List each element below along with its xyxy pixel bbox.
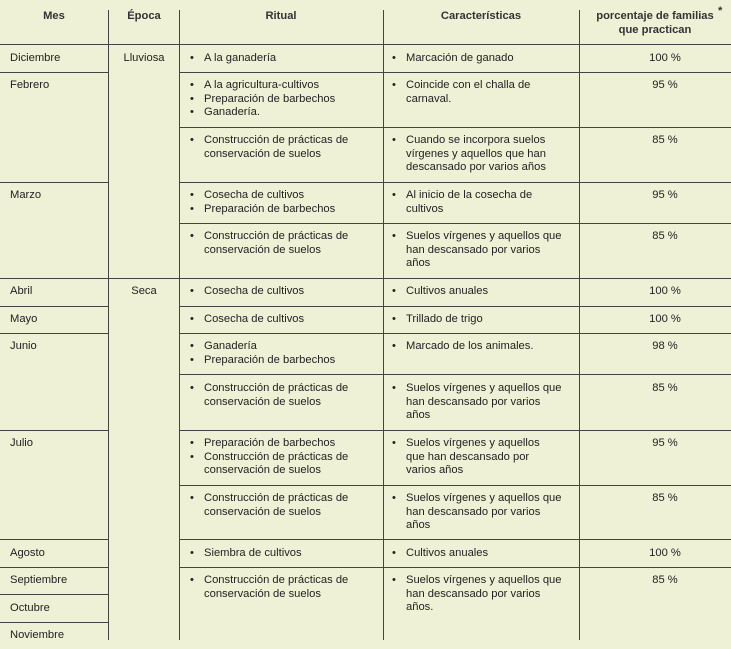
month-rule [0, 182, 108, 183]
porcentaje-cell: 100 % [649, 285, 681, 297]
month-rule [0, 622, 108, 623]
ritual-item: • A la ganadería [190, 52, 276, 66]
ritual-cell [190, 340, 335, 367]
caracteristicas-cell [392, 547, 488, 561]
month-cell: Marzo [10, 189, 42, 201]
caracteristica-item: • Trillado de trigo [392, 313, 483, 327]
month-rule [0, 594, 108, 595]
row-rule [179, 430, 731, 431]
ritual-cell [190, 313, 304, 327]
caracteristica-item: • Suelos vírgenes y aquellos que han descansado por varios años [392, 492, 561, 533]
ritual-cell [190, 547, 302, 561]
caracteristicas-cell [392, 230, 561, 271]
ritual-item: • Cosecha de cultivos [190, 285, 304, 299]
porcentaje-cell: 98 % [652, 340, 678, 352]
caracteristica-item: • Marcación de ganado [392, 52, 514, 66]
month-cell: Mayo [10, 313, 38, 325]
ritual-item: • Preparación de barbechos [190, 203, 335, 217]
ritual-cell [190, 230, 348, 257]
caracteristica-item: • Cultivos anuales [392, 285, 488, 299]
col-divider [579, 10, 580, 640]
row-rule [179, 182, 731, 183]
ritual-item: • Cosecha de cultivos [190, 189, 335, 203]
month-rule [0, 72, 108, 73]
porcentaje-cell: 85 % [652, 230, 678, 242]
porcentaje-cell: 100 % [649, 52, 681, 64]
row-rule [179, 374, 731, 375]
porcentaje-cell: 95 % [652, 437, 678, 449]
caracteristicas-cell [392, 313, 483, 327]
col-divider [383, 10, 384, 640]
ritual-item: • A la agricultura-cultivos [190, 79, 335, 93]
porcentaje-cell: 95 % [652, 189, 678, 201]
porcentaje-cell: 95 % [652, 79, 678, 91]
header-porcentaje-line1: porcentaje de familias [596, 10, 714, 22]
ritual-cell [190, 52, 276, 66]
ritual-item: • Ganadería [190, 340, 335, 354]
caracteristicas-cell [392, 492, 561, 533]
ritual-item: • Preparación de barbechos [190, 437, 348, 451]
porcentaje-cell: 85 % [652, 574, 678, 586]
caracteristicas-cell [392, 437, 540, 478]
ritual-cell [190, 574, 348, 601]
header-porcentaje [582, 10, 728, 37]
porcentaje-cell: 85 % [652, 492, 678, 504]
header-rule [0, 44, 731, 45]
caracteristicas-cell [392, 574, 561, 615]
caracteristica-item: • Al inicio de la cosecha de cultivos [392, 189, 532, 216]
caracteristica-item: • Cuando se incorpora suelos vírgenes y aquellos que han descansado por varios años [392, 134, 546, 175]
ritual-cell [190, 382, 348, 409]
porcentaje-cell: 85 % [652, 134, 678, 146]
ritual-item: • Cosecha de cultivos [190, 313, 304, 327]
header-porcentaje-line2: que practican [618, 23, 692, 36]
ritual-item: • Construcción de prácticas de conservación de suelos [190, 574, 348, 601]
month-cell: Abril [10, 285, 33, 297]
ritual-item: • Construcción de prácticas de conservación de suelos [190, 382, 348, 409]
caracteristica-item: • Suelos vírgenes y aquellos que han descansado por varios años. [392, 574, 561, 615]
caracteristicas-cell [392, 285, 488, 299]
month-cell: Agosto [10, 547, 45, 559]
month-cell: Febrero [10, 79, 50, 91]
ritual-cell [190, 285, 304, 299]
header-asterisk: * [718, 5, 723, 17]
caracteristicas-cell [392, 340, 533, 354]
month-rule [0, 306, 108, 307]
caracteristicas-cell [392, 382, 561, 423]
epoca-rule [0, 278, 731, 279]
ritual-item: • Siembra de cultivos [190, 547, 302, 561]
month-cell: Noviembre [10, 629, 65, 641]
caracteristicas-cell [392, 79, 530, 106]
ritual-cell [190, 492, 348, 519]
row-rule [179, 567, 731, 568]
porcentaje-cell: 100 % [649, 313, 681, 325]
epoca-cell: Lluviosa [123, 52, 165, 64]
caracteristica-item: • Cultivos anuales [392, 547, 488, 561]
ritual-item: • Construcción de prácticas de conservación de suelos [190, 451, 348, 478]
row-rule [179, 333, 731, 334]
col-divider [108, 10, 109, 640]
row-rule [179, 539, 731, 540]
ritual-item: • Construcción de prácticas de conservación de suelos [190, 134, 348, 161]
ritual-item: • Preparación de barbechos [190, 93, 335, 107]
header-ritual: Ritual [265, 10, 297, 22]
month-cell: Julio [10, 437, 34, 449]
month-cell: Septiembre [10, 574, 68, 586]
caracteristica-item: • Suelos vírgenes y aquellos que han descansado por varios años [392, 437, 540, 478]
caracteristicas-cell [392, 189, 532, 216]
ritual-item: • Ganadería. [190, 106, 335, 120]
header-caracteristicas: Características [440, 10, 522, 22]
caracteristicas-cell [392, 52, 514, 66]
epoca-cell: Seca [131, 285, 157, 297]
month-cell: Octubre [10, 602, 50, 614]
row-rule [179, 485, 731, 486]
col-divider [179, 10, 180, 640]
row-rule [179, 223, 731, 224]
ritual-cell [190, 437, 348, 478]
month-rule [0, 430, 108, 431]
ritual-cell [190, 79, 335, 120]
month-cell: Diciembre [10, 52, 61, 64]
porcentaje-cell: 85 % [652, 382, 678, 394]
month-cell: Junio [10, 340, 37, 352]
porcentaje-cell: 100 % [649, 547, 681, 559]
row-rule [179, 306, 731, 307]
caracteristicas-cell [392, 134, 546, 175]
row-rule [179, 127, 731, 128]
caracteristica-item: • Marcado de los animales. [392, 340, 533, 354]
header-epoca: Época [127, 10, 161, 22]
caracteristica-item: • Suelos vírgenes y aquellos que han descansado por varios años [392, 382, 561, 423]
caracteristica-item: • Coincide con el challa de carnaval. [392, 79, 530, 106]
row-rule [179, 72, 731, 73]
caracteristica-item: • Suelos vírgenes y aquellos que han descansado por varios años [392, 230, 561, 271]
header-mes: Mes [43, 10, 65, 22]
ritual-item: • Preparación de barbechos [190, 354, 335, 368]
ritual-item: • Construcción de prácticas de conservación de suelos [190, 492, 348, 519]
month-rule [0, 567, 108, 568]
month-rule [0, 333, 108, 334]
month-rule [0, 539, 108, 540]
ritual-item: • Construcción de prácticas de conservación de suelos [190, 230, 348, 257]
ritual-cell [190, 134, 348, 161]
ritual-cell [190, 189, 335, 216]
